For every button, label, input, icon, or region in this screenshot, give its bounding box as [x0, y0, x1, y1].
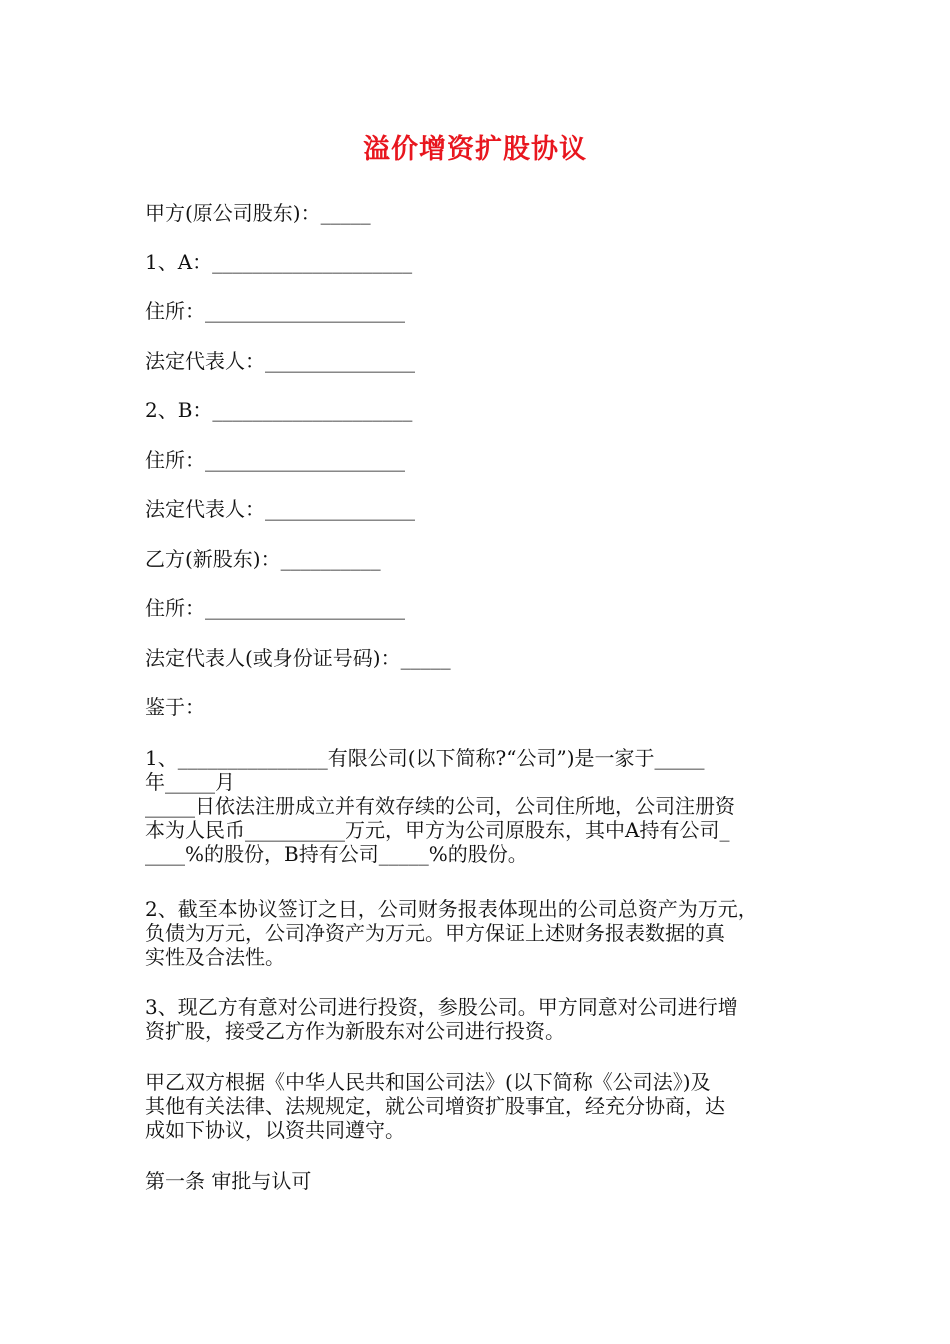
party-a2-address-line: 住所：____________________ — [145, 448, 405, 472]
party-a-line: 甲方(原公司股东)：_____ — [145, 201, 371, 225]
whereas-heading: 鉴于： — [145, 695, 205, 719]
party-a2-representative-line: 法定代表人：_______________ — [145, 497, 415, 521]
article-1-heading: 第一条 审批与认可 — [145, 1169, 312, 1193]
recital-3-paragraph: 3、现乙方有意对公司进行投资，参股公司。甲方同意对公司进行增 资扩股，接受乙方作为新股东对公司进行投资。 — [145, 995, 738, 1043]
recital-1-paragraph: 1、_______________有限公司(以下简称?“公司”)是一家于_____ 年_____月 _____日依法注册成立并有效存续的公司，公司住所地，公司注册资 本为人民币__________万元，甲方为公司原股东，其中A持有公司_ ____%的股份，B持有公司_____%的股份。 — [145, 746, 735, 866]
party-b-address-line: 住所：____________________ — [145, 596, 405, 620]
recital-2-paragraph: 2、截至本协议签订之日，公司财务报表体现出的公司总资产为万元， 负债为万元，公司净资产为万元。甲方保证上述财务报表数据的真 实性及合法性。 — [145, 897, 758, 969]
party-b-representative-line: 法定代表人(或身份证号码)：_____ — [145, 646, 451, 670]
party-b-line: 乙方(新股东)：__________ — [145, 547, 381, 571]
party-a1-representative-line: 法定代表人：_______________ — [145, 349, 415, 373]
party-a1-name-line: 1、A：____________________ — [145, 250, 413, 274]
agreement-intro-paragraph: 甲乙双方根据《中华人民共和国公司法》(以下简称《公司法》)及 其他有关法律、法规规定，就公司增资扩股事宜，经充分协商，达 成如下协议，以资共同遵守。 — [145, 1070, 725, 1142]
party-a1-address-line: 住所：____________________ — [145, 299, 405, 323]
document-title: 溢价增资扩股协议 — [363, 134, 587, 165]
party-a2-name-line: 2、B：____________________ — [145, 398, 413, 422]
